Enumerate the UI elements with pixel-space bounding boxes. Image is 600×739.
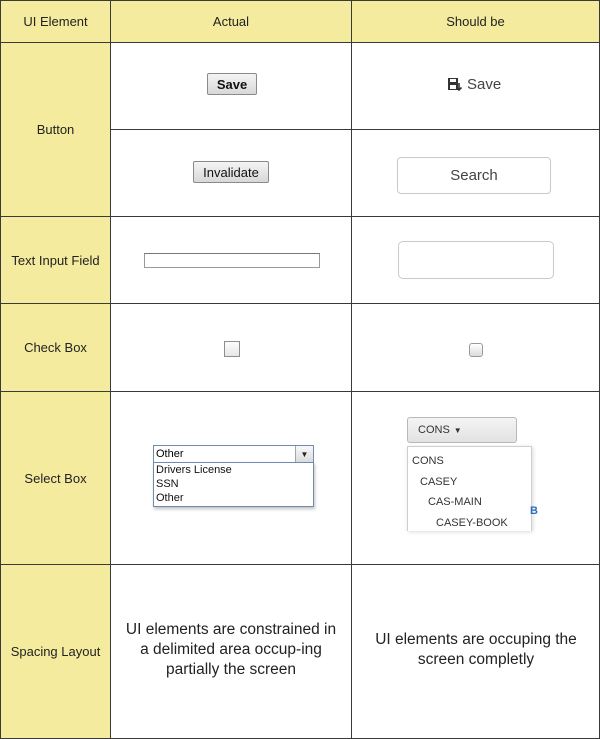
cell-actual-invalidate — [110, 129, 352, 217]
should-save-label: Save — [467, 76, 502, 93]
should-search-button[interactable]: Search — [397, 157, 551, 194]
should-dropdown-label: CONS — [418, 424, 450, 436]
actual-select-value: Other — [156, 448, 184, 460]
should-checkbox[interactable] — [469, 343, 483, 357]
actual-invalidate-button[interactable]: Invalidate — [193, 161, 269, 183]
actual-text-input[interactable] — [144, 253, 320, 268]
cell-should-search — [351, 129, 600, 217]
actual-save-button[interactable]: Save — [207, 73, 257, 95]
cell-actual-select — [110, 391, 352, 565]
should-dropdown-menu — [407, 446, 538, 531]
should-save-button[interactable] — [447, 76, 501, 93]
header-should-be: Should be — [351, 0, 600, 43]
cell-should-save — [351, 42, 600, 130]
actual-select-list — [153, 462, 314, 507]
cell-should-input — [351, 216, 600, 304]
actual-checkbox[interactable] — [224, 341, 240, 357]
should-text-input[interactable] — [398, 241, 554, 279]
dropdown-arrow-icon[interactable]: ▼ — [295, 446, 313, 462]
menu-item-cons[interactable]: CONS — [412, 455, 444, 467]
menu-item-cas-main[interactable]: CAS-MAIN — [428, 496, 482, 508]
should-spacing-text: UI elements are occuping the screen completly — [375, 631, 577, 668]
actual-option-ssn[interactable]: SSN — [156, 478, 179, 490]
actual-spacing-text: UI elements are constrained in a delimited area occup-ing partially the screen — [125, 621, 337, 678]
header-ui-element: UI Element — [0, 0, 111, 43]
row-label-select-box: Select Box — [0, 391, 111, 565]
cell-actual-check — [110, 303, 352, 392]
cell-actual-input — [110, 216, 352, 304]
save-icon — [447, 77, 463, 93]
row-label-button: Button — [0, 42, 111, 217]
cell-actual-save — [110, 42, 352, 130]
row-label-check-box: Check Box — [0, 303, 111, 392]
cell-should-select — [351, 391, 600, 565]
actual-option-other[interactable]: Other — [156, 492, 184, 504]
actual-select-box[interactable] — [153, 445, 314, 463]
cell-actual-spacing — [110, 564, 352, 739]
should-dropdown-button[interactable] — [407, 417, 517, 443]
row-label-spacing-layout: Spacing Layout — [0, 564, 111, 739]
row-label-text-input: Text Input Field — [0, 216, 111, 304]
cell-should-check — [351, 303, 600, 392]
cell-should-spacing — [351, 564, 600, 739]
header-actual: Actual — [110, 0, 352, 43]
actual-option-drivers-license[interactable]: Drivers License — [156, 464, 232, 476]
caret-down-icon: ▼ — [453, 425, 462, 435]
menu-item-casey-book[interactable]: CASEY-BOOK — [436, 517, 508, 529]
menu-clipped-text: B — [530, 505, 538, 517]
menu-item-casey[interactable]: CASEY — [420, 476, 458, 488]
